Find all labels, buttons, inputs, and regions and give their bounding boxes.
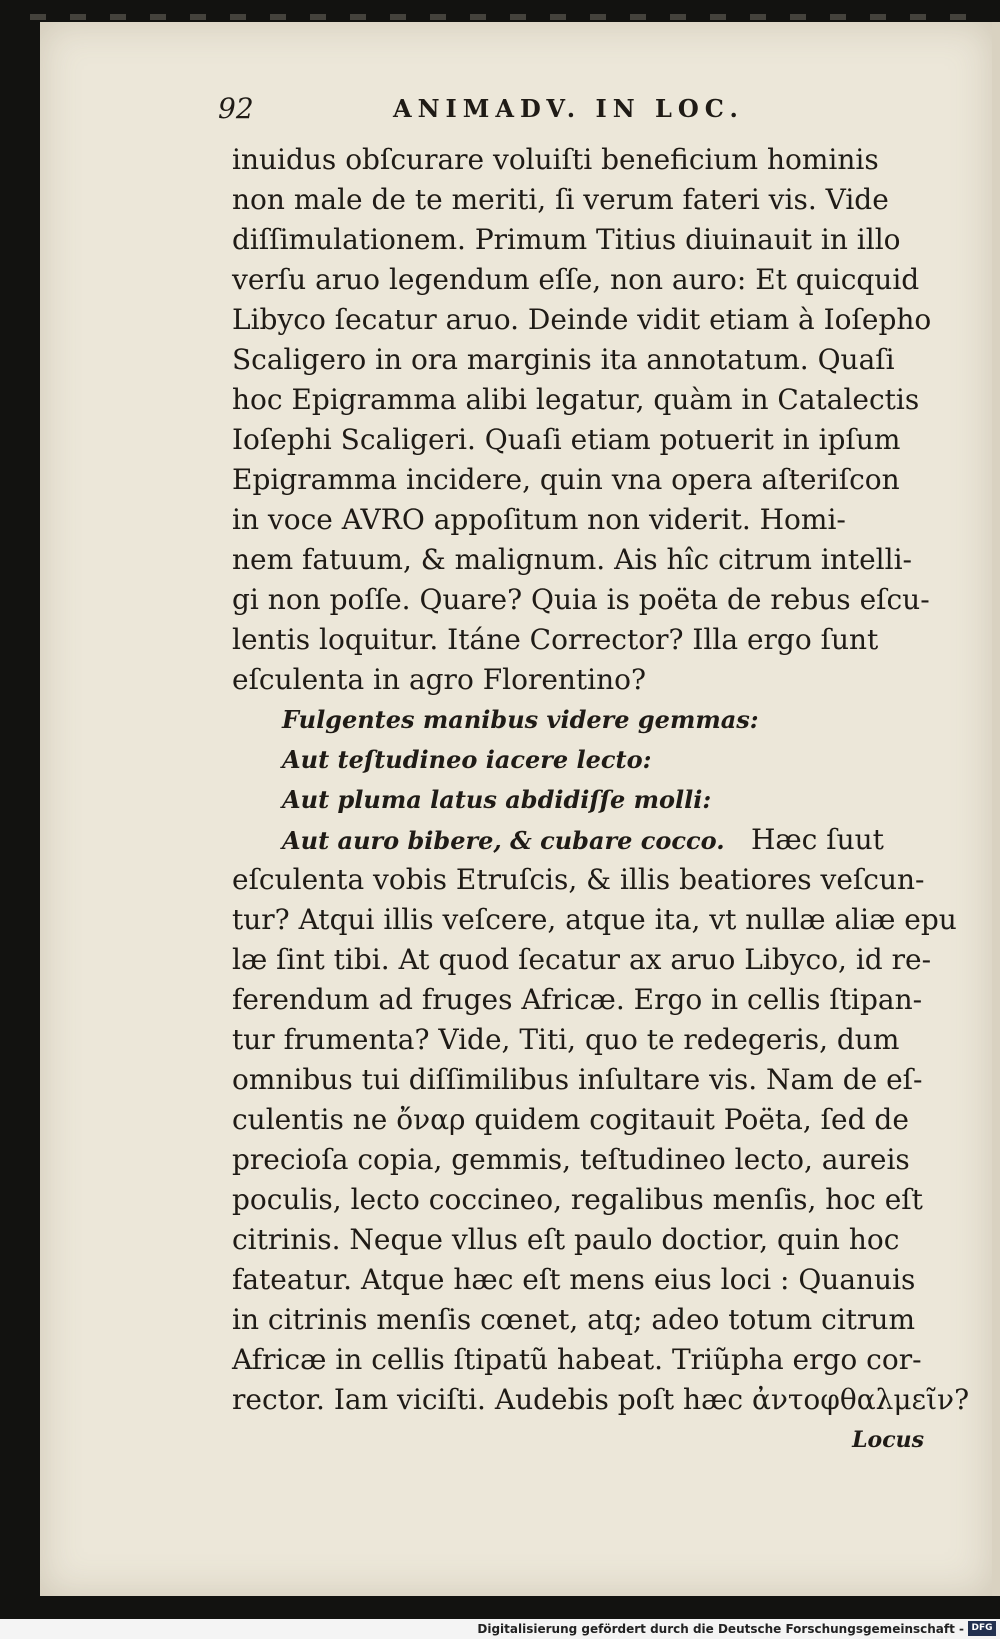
running-title: ANIMADV. IN LOC.: [393, 94, 744, 123]
text-line: in voce AVRO appoſitum non viderit. Homi-: [232, 503, 846, 536]
text-line: rector. Iam viciſti. Audebis poſt hæc ἀντοφθαλμεῖν?: [232, 1383, 970, 1416]
page-edge: [992, 22, 1000, 1596]
text-line: læ ſint tibi. At quod ſecatur ax aruo Libyco, id re-: [232, 943, 932, 976]
text-line: citrinis. Neque vllus eſt paulo doctior, quin hoc: [232, 1223, 900, 1256]
text-line: poculis, lecto coccineo, regalibus menſis, hoc eſt: [232, 1183, 923, 1216]
page-header: [218, 92, 938, 132]
verse-line: Fulgentes manibus videre gemmas:: [282, 705, 759, 734]
text-line: diſſimulationem. Primum Titius diuinauit in illo: [232, 223, 901, 256]
text-line: eſculenta in agro Florentino?: [232, 663, 647, 696]
text-line: eſculenta vobis Etruſcis, & illis beatiores veſcun-: [232, 863, 925, 896]
page-number: 92: [218, 92, 254, 125]
text-line: omnibus tui diſſimilibus inſultare vis. Nam de eſ-: [232, 1063, 923, 1096]
text-line: Scaligero in ora marginis ita annotatum. Quaſi: [232, 343, 895, 376]
verse-text: Aut auro bibere, & cubare cocco.: [282, 826, 725, 855]
text-line: hoc Epigramma alibi legatur, quàm in Catalectis: [232, 383, 920, 416]
text-line: Libyco ſecatur aruo. Deinde vidit etiam à Ioſepho: [232, 303, 932, 336]
text-line: Africæ in cellis ſtipatũ habeat. Triũpha ergo cor-: [232, 1343, 922, 1376]
text-line: fateatur. Atque hæc eſt mens eius loci : Quanuis: [232, 1263, 916, 1296]
text-line: in citrinis menſis cœnet, atq; adeo totum citrum: [232, 1303, 915, 1336]
text-line: gi non poſſe. Quare? Quia is poëta de rebus eſcu-: [232, 583, 930, 616]
digitization-credit: Digitalisierung gefördert durch die Deutsche Forschungsgemeinschaft -: [477, 1622, 964, 1636]
dfg-logo-icon: DFG: [968, 1621, 996, 1636]
text-line: ferendum ad fruges Africæ. Ergo in cellis ſtipan-: [232, 983, 923, 1016]
text-line: Epigramma incidere, quin vna opera aſteriſcon: [232, 463, 900, 496]
text-line: tur frumenta? Vide, Titi, quo te redegeris, dum: [232, 1023, 900, 1056]
catchword: Locus: [852, 1427, 924, 1453]
verse-tail-text: Hæc ſuut: [750, 823, 884, 856]
text-line: non male de te meriti, ſi verum fateri vis. Vide: [232, 183, 889, 216]
text-line: precioſa copia, gemmis, teſtudineo lecto, aureis: [232, 1143, 910, 1176]
text-line: lentis loquitur. Itáne Corrector? Illa ergo ſunt: [232, 623, 879, 656]
verse-line-last: [232, 820, 952, 860]
text-line: culentis ne ὄναρ quidem cogitauit Poëta, ſed de: [232, 1103, 909, 1136]
body-text: [232, 140, 970, 1460]
verse-line: Aut pluma latus abdidiſſe molli:: [282, 785, 712, 814]
text-line: inuidus obſcurare voluiſti beneficium hominis: [232, 143, 879, 176]
text-line: Ioſephi Scaligeri. Quaſi etiam potuerit in ipſum: [232, 423, 901, 456]
scan-edge-strip: [30, 14, 990, 20]
text-line: nem fatuum, & malignum. Ais hîc citrum intelli-: [232, 543, 913, 576]
text-line: verſu aruo legendum eſſe, non auro: Et quicquid: [232, 263, 920, 296]
verse-line: Aut teſtudineo iacere lecto:: [282, 745, 652, 774]
text-line: tur? Atqui illis veſcere, atque ita, vt nullæ aliæ epu: [232, 903, 957, 936]
